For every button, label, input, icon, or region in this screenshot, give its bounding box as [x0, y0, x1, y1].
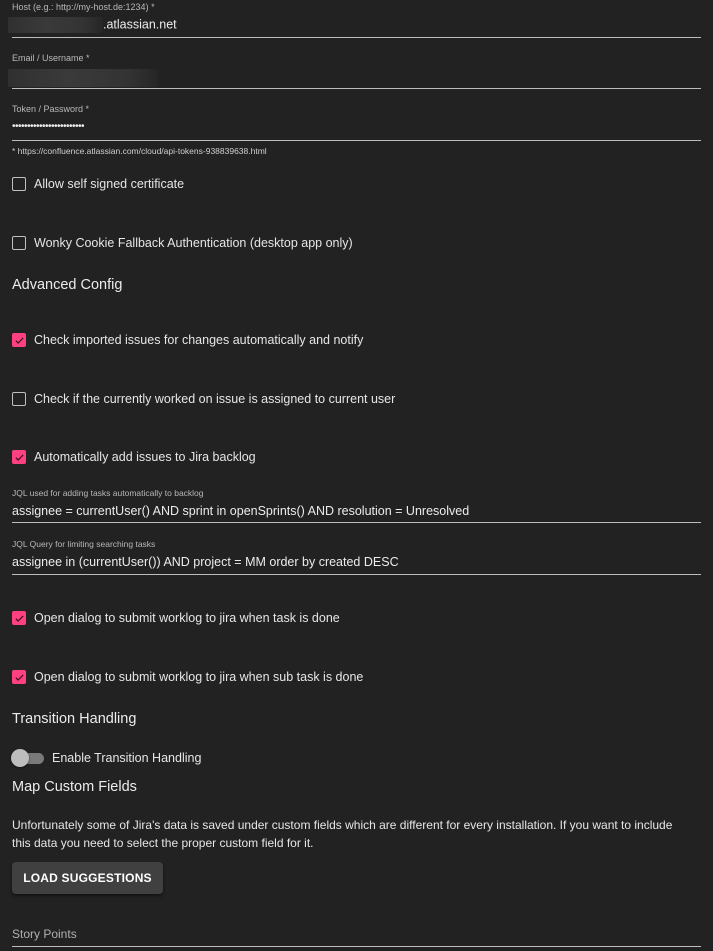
checkmark-icon [14, 335, 25, 346]
token-hint: * https://confluence.atlassian.com/cloud/api-tokens-938839638.html [12, 146, 267, 156]
advanced-config-heading: Advanced Config [12, 277, 123, 293]
redacted-email [8, 69, 158, 87]
jql-backlog-label: JQL used for adding tasks automatically to backlog [12, 488, 204, 498]
host-underline [12, 37, 701, 38]
auto-add-backlog-label: Automatically add issues to Jira backlog [34, 450, 256, 464]
allow-self-signed-checkbox[interactable] [12, 176, 184, 192]
jql-backlog-underline [12, 522, 701, 523]
check-imported-label: Check imported issues for changes automatically and notify [34, 333, 364, 347]
auto-add-backlog-checkbox[interactable] [12, 449, 256, 465]
jql-backlog-field[interactable] [12, 488, 701, 523]
enable-transition-toggle-row[interactable] [12, 750, 201, 766]
check-assigned-checkbox[interactable] [12, 391, 395, 407]
jql-search-underline [12, 574, 701, 575]
jql-search-field[interactable] [12, 539, 701, 574]
jql-search-label: JQL Query for limiting searching tasks [12, 539, 156, 549]
token-underline [12, 140, 701, 141]
check-imported-checkbox[interactable] [12, 332, 363, 348]
host-label: Host (e.g.: http://my-host.de:1234) * [12, 2, 155, 12]
checkbox-checked-icon[interactable] [12, 450, 26, 464]
checkmark-icon [14, 613, 25, 624]
checkmark-icon [14, 672, 25, 683]
checkbox-checked-icon[interactable] [12, 611, 26, 625]
story-points-label: Story Points [12, 927, 77, 941]
worklog-subtask-checkbox[interactable] [12, 669, 363, 685]
token-value[interactable]: •••••••••••••••••••••••• [12, 121, 85, 132]
allow-self-signed-label: Allow self signed certificate [34, 177, 185, 191]
wonky-cookie-label: Wonky Cookie Fallback Authentication (desktop app only) [34, 236, 353, 250]
checkbox-unchecked-icon[interactable] [12, 177, 26, 191]
email-label: Email / Username * [12, 53, 90, 63]
email-field[interactable] [12, 53, 701, 90]
checkbox-checked-icon[interactable] [12, 333, 26, 347]
jql-backlog-value[interactable]: assignee = currentUser() AND sprint in openSprints() AND resolution = Unresolved [12, 504, 470, 518]
host-field[interactable] [12, 2, 701, 39]
host-value[interactable] [12, 17, 177, 33]
load-suggestions-button[interactable]: LOAD SUGGESTIONS [12, 862, 163, 894]
check-assigned-label: Check if the currently worked on issue is assigned to current user [34, 392, 396, 406]
story-points-field[interactable] [12, 926, 701, 951]
map-custom-fields-heading: Map Custom Fields [12, 779, 137, 795]
checkbox-checked-icon[interactable] [12, 670, 26, 684]
wonky-cookie-checkbox[interactable] [12, 235, 353, 251]
worklog-subtask-label: Open dialog to submit worklog to jira when sub task is done [34, 670, 364, 684]
host-suffix: .atlassian.net [103, 17, 177, 32]
worklog-task-checkbox[interactable] [12, 610, 340, 626]
story-points-underline [12, 946, 701, 947]
email-underline [12, 88, 701, 89]
token-field[interactable] [12, 104, 701, 141]
token-label: Token / Password * [12, 104, 90, 114]
checkbox-unchecked-icon[interactable] [12, 236, 26, 250]
transition-handling-heading: Transition Handling [12, 711, 137, 727]
redacted-host-prefix [8, 17, 103, 33]
enable-transition-toggle[interactable] [12, 750, 44, 766]
email-value[interactable] [12, 69, 158, 87]
checkmark-icon [14, 452, 25, 463]
checkbox-unchecked-icon[interactable] [12, 392, 26, 406]
worklog-task-label: Open dialog to submit worklog to jira when task is done [34, 611, 340, 625]
toggle-thumb [11, 749, 29, 767]
jql-search-value[interactable]: assignee in (currentUser()) AND project = MM order by created DESC [12, 555, 399, 569]
enable-transition-label: Enable Transition Handling [52, 751, 202, 765]
custom-fields-description: Unfortunately some of Jira's data is saved under custom fields which are different for every installation. If you want to include this data you need to select the proper custom field for it. [12, 818, 673, 850]
